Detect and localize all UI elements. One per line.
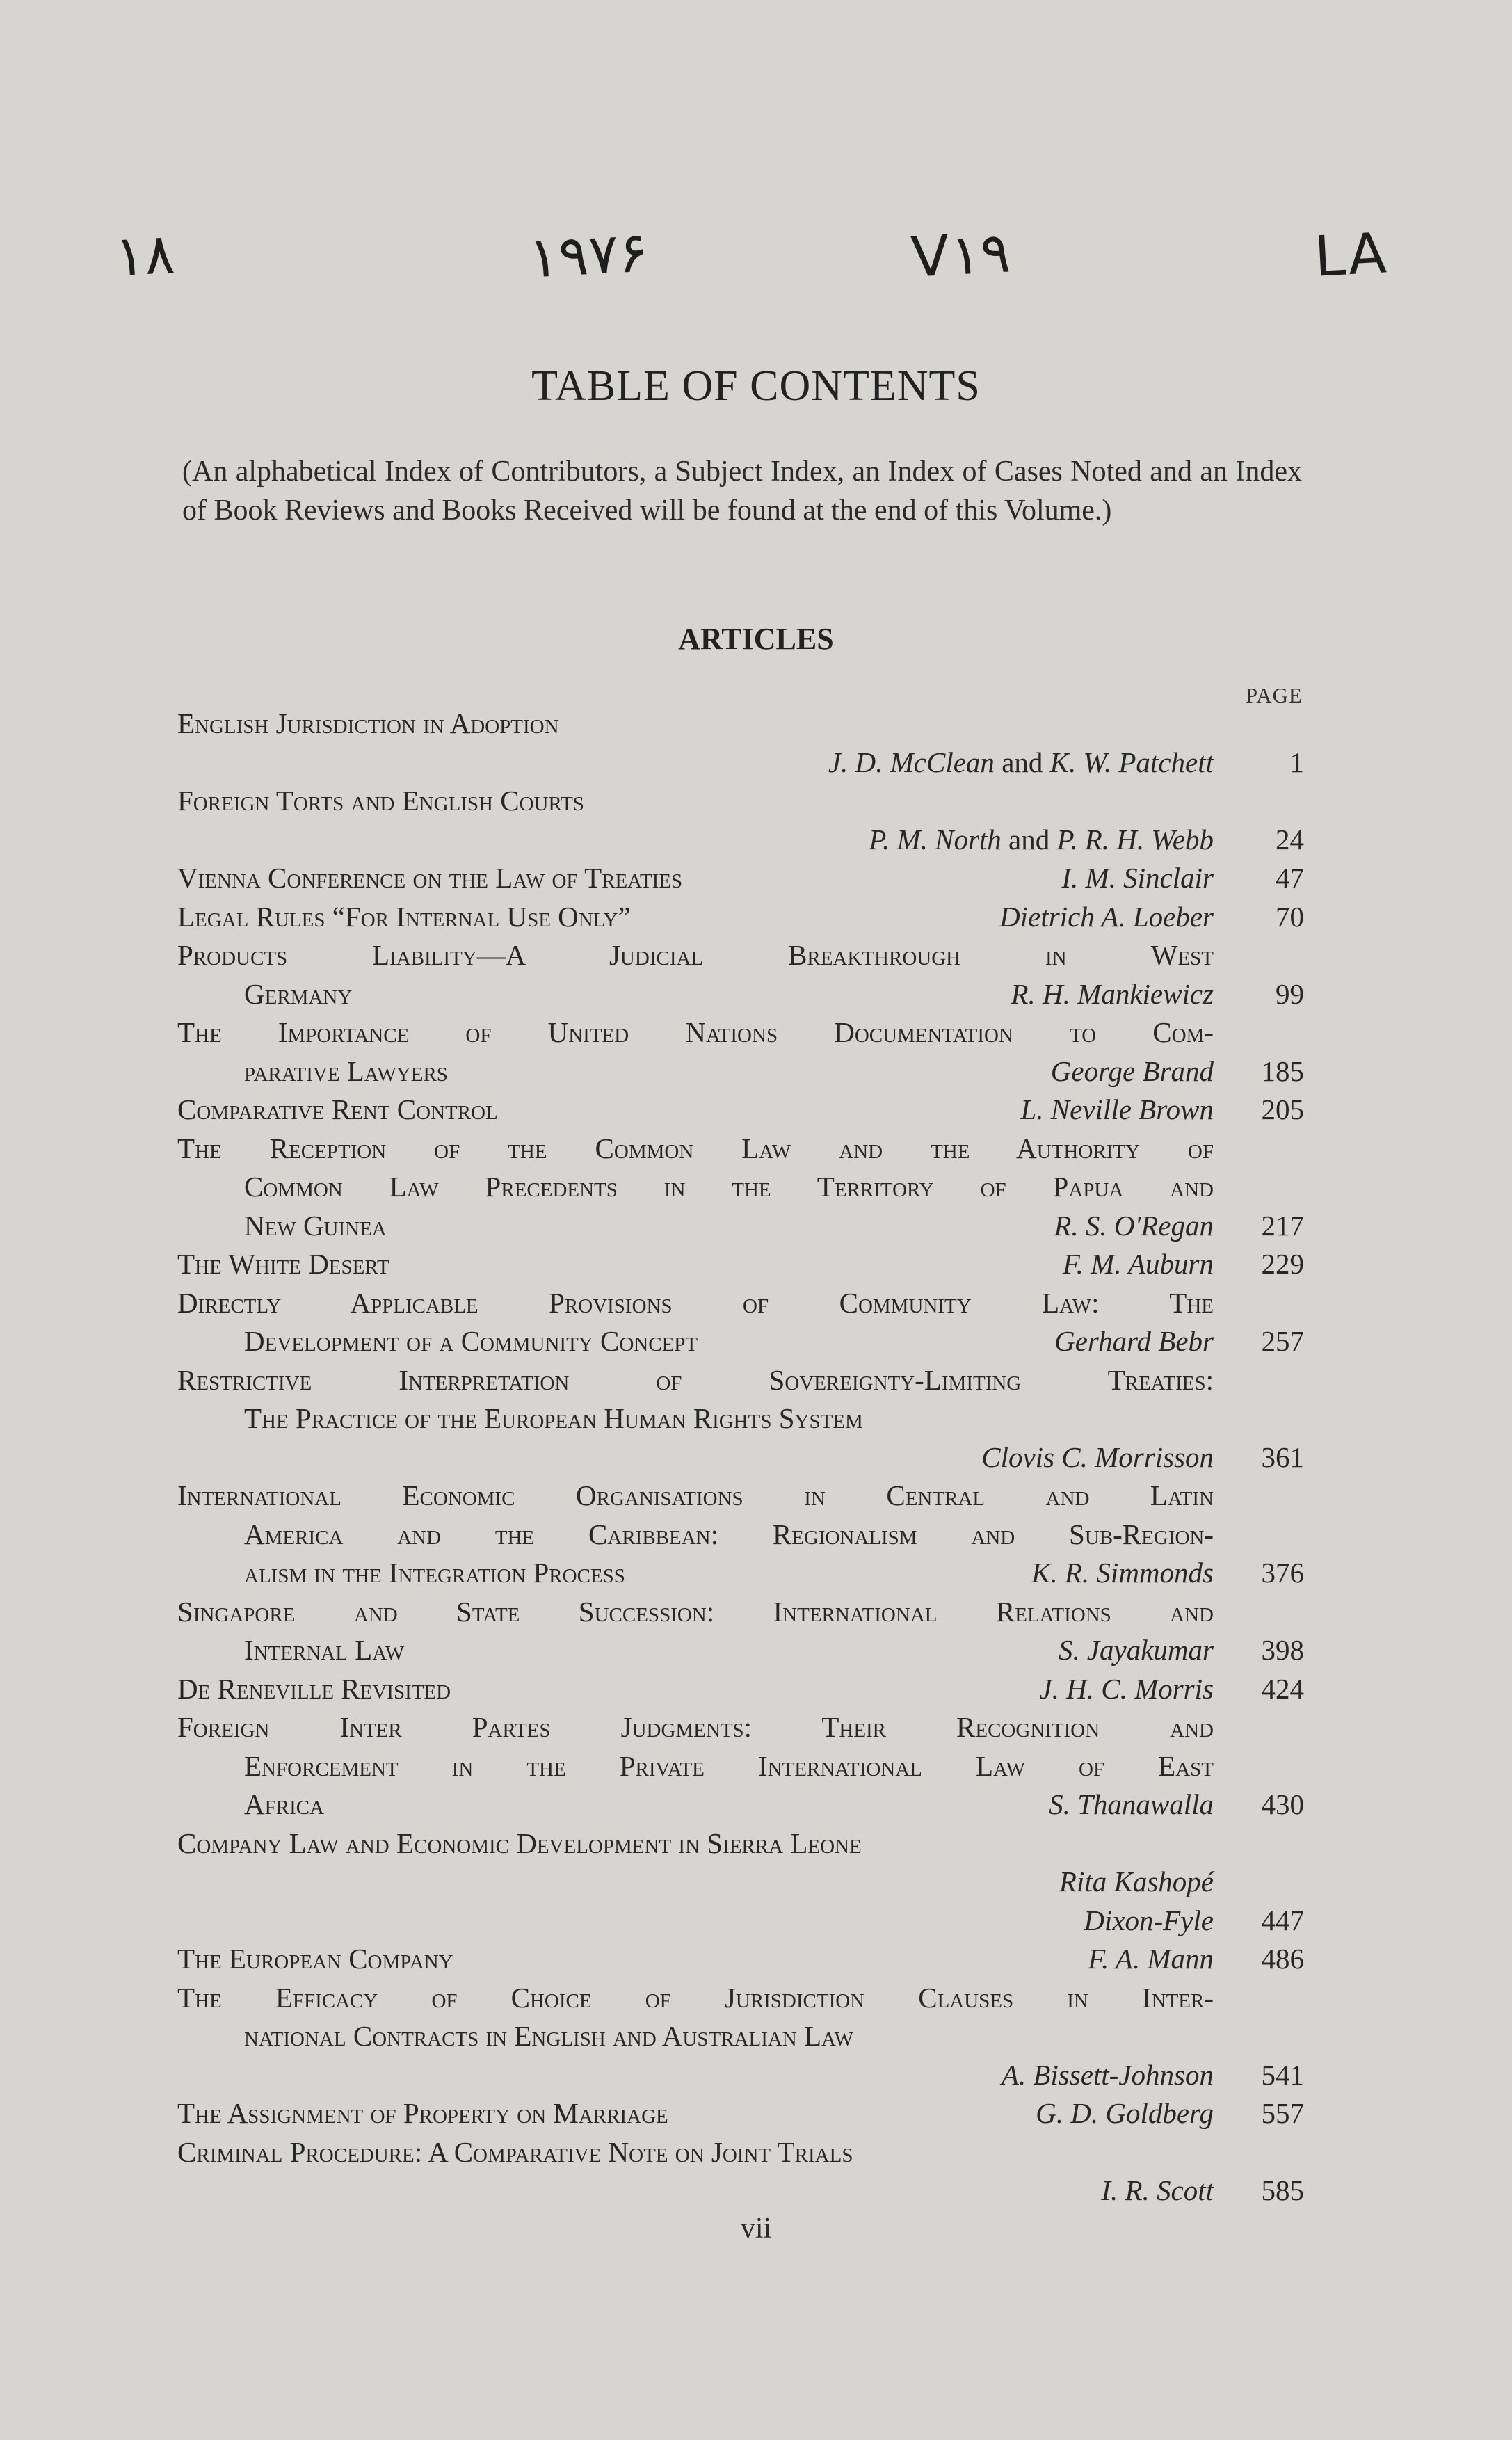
article-author: K. R. Simmonds [1031, 1557, 1214, 1589]
page-ref: 557 [1261, 2097, 1304, 2129]
article-title: alism in the Integration Process [244, 1557, 625, 1589]
article-title: Company Law and Economic Development in Sierra Leone [177, 1827, 862, 1859]
article-author [828, 744, 1214, 782]
article-title: Internal Law [244, 1634, 405, 1666]
article-title: International Economic Organisations in Central and Latin [177, 1479, 1214, 1511]
article-title: Restrictive Interpretation of Sovereignty-Limiting Treaties: [177, 1363, 1214, 1396]
page-ref: 424 [1261, 1672, 1304, 1705]
toc-entry [177, 782, 1304, 859]
article-title: Germany [244, 977, 353, 1010]
toc-entry [177, 1361, 1304, 1477]
toc-entry [177, 1708, 1304, 1824]
article-title: De Reneville Revisited [177, 1672, 451, 1705]
toc-entry [177, 1130, 1304, 1246]
page-ref: 585 [1261, 2174, 1304, 2206]
toc-line [177, 1631, 1304, 1670]
toc-line [177, 1902, 1304, 1941]
page-ref: 376 [1261, 1557, 1304, 1589]
page-ref: 185 [1261, 1054, 1304, 1087]
article-title: Singapore and State Succession: International Relations and [177, 1595, 1214, 1628]
page-ref: 398 [1261, 1634, 1304, 1666]
contents-list [177, 705, 1304, 2210]
author-1: P. M. North [869, 823, 1002, 856]
toc-line [177, 2133, 1304, 2172]
handwritten-note-2: ۱۹۷۶ [526, 219, 650, 291]
article-title: Legal Rules “For Internal Use Only” [177, 900, 631, 933]
toc-entry [177, 936, 1304, 1013]
page-ref: 99 [1276, 977, 1304, 1010]
toc-line [177, 2056, 1304, 2095]
toc-line [177, 936, 1304, 975]
article-title: The Importance of United Nations Documentation to Com- [177, 1016, 1214, 1048]
toc-line [177, 782, 1304, 821]
toc-line [177, 2017, 1304, 2056]
toc-entry [177, 1284, 1304, 1361]
toc-line [177, 1130, 1304, 1169]
toc-entry [177, 2133, 1304, 2210]
page-ref: 257 [1261, 1325, 1304, 1357]
toc-entry [177, 1091, 1304, 1130]
article-title: New Guinea [244, 1209, 387, 1242]
article-title: Vienna Conference on the Law of Treaties [177, 862, 683, 894]
article-title: The Reception of the Common Law and the Authority of [177, 1132, 1214, 1164]
article-title: America and the Caribbean: Regionalism and Sub-Region- [244, 1518, 1214, 1550]
toc-line [177, 1516, 1304, 1555]
author-conjunction: and [1002, 746, 1043, 778]
article-author: George Brand [1050, 1054, 1214, 1087]
article-title: English Jurisdiction in Adoption [177, 707, 559, 739]
article-author: G. D. Goldberg [1036, 2097, 1214, 2129]
toc-entry [177, 898, 1304, 937]
article-title: Common Law Precedents in the Territory of Papua and [244, 1171, 1214, 1203]
toc-line [177, 705, 1304, 744]
page-ref: 24 [1276, 823, 1304, 856]
article-author: Dietrich A. Loeber [999, 900, 1214, 933]
article-author: A. Bissett-Johnson [1001, 2058, 1214, 2091]
toc-line [177, 1554, 1304, 1593]
author-2: P. R. H. Webb [1056, 823, 1214, 856]
page-column-label: PAGE [1245, 683, 1303, 707]
article-author: Dixon-Fyle [1084, 1904, 1214, 1936]
toc-line [177, 1940, 1304, 1979]
article-title: Directly Applicable Provisions of Community Law: The [177, 1286, 1214, 1319]
toc-line [177, 1708, 1304, 1747]
show-through-text [0, 63, 1512, 104]
article-author-first: Rita Kashopé [1059, 1865, 1214, 1897]
toc-line [177, 1979, 1304, 2018]
toc-line [177, 1399, 1304, 1438]
toc-line [177, 1322, 1304, 1361]
toc-line [177, 1013, 1304, 1052]
page-ref: 430 [1261, 1788, 1304, 1820]
article-author: Clovis C. Morrisson [981, 1440, 1214, 1473]
toc-line [177, 2094, 1304, 2133]
article-title: Africa [244, 1788, 325, 1820]
intro-note: (An alphabetical Index of Contributors, a Subject Index, an Index of Cases Noted and an Index of Book Reviews and Books Received will be found at the end of this Volume.) [182, 456, 1302, 527]
toc-line [177, 1747, 1304, 1786]
article-title: Comparative Rent Control [177, 1093, 498, 1125]
toc-line [177, 744, 1304, 782]
page-ref: 541 [1261, 2058, 1304, 2091]
page-ref: 447 [1261, 1904, 1304, 1936]
toc-entry [177, 1824, 1304, 1941]
toc-entry [177, 1670, 1304, 1709]
article-title: The White Desert [177, 1248, 389, 1280]
page-title: TABLE OF CONTENTS [531, 362, 981, 410]
handwritten-note-4: LA [1312, 220, 1390, 289]
page-ref: 361 [1261, 1440, 1304, 1473]
toc-entry [177, 1013, 1304, 1091]
toc-line [177, 1670, 1304, 1709]
toc-line [177, 1052, 1304, 1091]
article-author: S. Jayakumar [1058, 1634, 1214, 1666]
article-title: Enforcement in the Private International Law of East [244, 1749, 1214, 1782]
article-title: Foreign Inter Partes Judgments: Their Recognition and [177, 1711, 1214, 1743]
toc-entry [177, 1940, 1304, 1979]
article-title: The Efficacy of Choice of Jurisdiction Clauses in Inter- [177, 1981, 1214, 2014]
article-author: F. A. Mann [1088, 1943, 1214, 1975]
page-number: vii [740, 2213, 772, 2245]
toc-line [177, 975, 1304, 1014]
article-author: I. M. Sinclair [1061, 862, 1214, 894]
article-author: R. H. Mankiewicz [1011, 977, 1214, 1010]
article-title: parative Lawyers [244, 1054, 448, 1087]
toc-entry [177, 2094, 1304, 2133]
toc-line [177, 821, 1304, 860]
article-title: Foreign Torts and English Courts [177, 785, 584, 817]
toc-line [177, 1785, 1304, 1824]
article-title: The European Company [177, 1943, 453, 1975]
handwritten-note-3: V۱۹ [909, 220, 1013, 290]
article-title: Criminal Procedure: A Comparative Note on Joint Trials [177, 2135, 853, 2168]
article-author: S. Thanawalla [1049, 1788, 1214, 1820]
page-ref: 205 [1261, 1093, 1304, 1125]
toc-line [177, 1207, 1304, 1246]
page-ref: 486 [1261, 1943, 1304, 1975]
article-title: Development of a Community Concept [244, 1325, 698, 1357]
page-ref: 1 [1289, 746, 1304, 778]
toc-line [177, 1091, 1304, 1130]
page-ref: 47 [1276, 862, 1304, 894]
section-heading: ARTICLES [678, 622, 834, 656]
toc-entry [177, 859, 1304, 898]
author-2: K. W. Patchett [1049, 746, 1214, 778]
toc-line [177, 1477, 1304, 1516]
toc-line [177, 2172, 1304, 2210]
toc-line [177, 1593, 1304, 1632]
toc-line [177, 898, 1304, 937]
toc-line [177, 1168, 1304, 1207]
toc-entry [177, 1245, 1304, 1284]
article-author: L. Neville Brown [1020, 1093, 1214, 1125]
article-author [869, 821, 1214, 860]
toc-entry [177, 1477, 1304, 1593]
page-ref: 70 [1276, 900, 1304, 933]
toc-line [177, 859, 1304, 898]
page-ref: 217 [1261, 1209, 1304, 1242]
toc-line [177, 1824, 1304, 1863]
article-author: R. S. O'Regan [1054, 1209, 1214, 1242]
handwritten-note-1: ۱۸ [113, 220, 177, 289]
article-author: I. R. Scott [1101, 2174, 1214, 2206]
author-conjunction: and [1008, 823, 1050, 856]
toc-entry [177, 1979, 1304, 2095]
article-title: Products Liability—A Judicial Breakthrough in West [177, 939, 1214, 971]
toc-entry [177, 705, 1304, 782]
article-author: Gerhard Bebr [1054, 1325, 1214, 1357]
toc-line [177, 1863, 1304, 1902]
toc-line [177, 1361, 1304, 1400]
article-title: national Contracts in English and Australian Law [244, 2020, 854, 2052]
author-1: J. D. McClean [828, 746, 995, 778]
toc-line [177, 1245, 1304, 1284]
toc-entry [177, 1593, 1304, 1670]
article-title: The Practice of the European Human Rights System [244, 1402, 863, 1434]
toc-line [177, 1284, 1304, 1323]
page-ref: 229 [1261, 1248, 1304, 1280]
article-title: The Assignment of Property on Marriage [177, 2097, 668, 2129]
article-author: J. H. C. Morris [1039, 1672, 1214, 1705]
article-author: F. M. Auburn [1062, 1248, 1214, 1280]
toc-line [177, 1438, 1304, 1477]
